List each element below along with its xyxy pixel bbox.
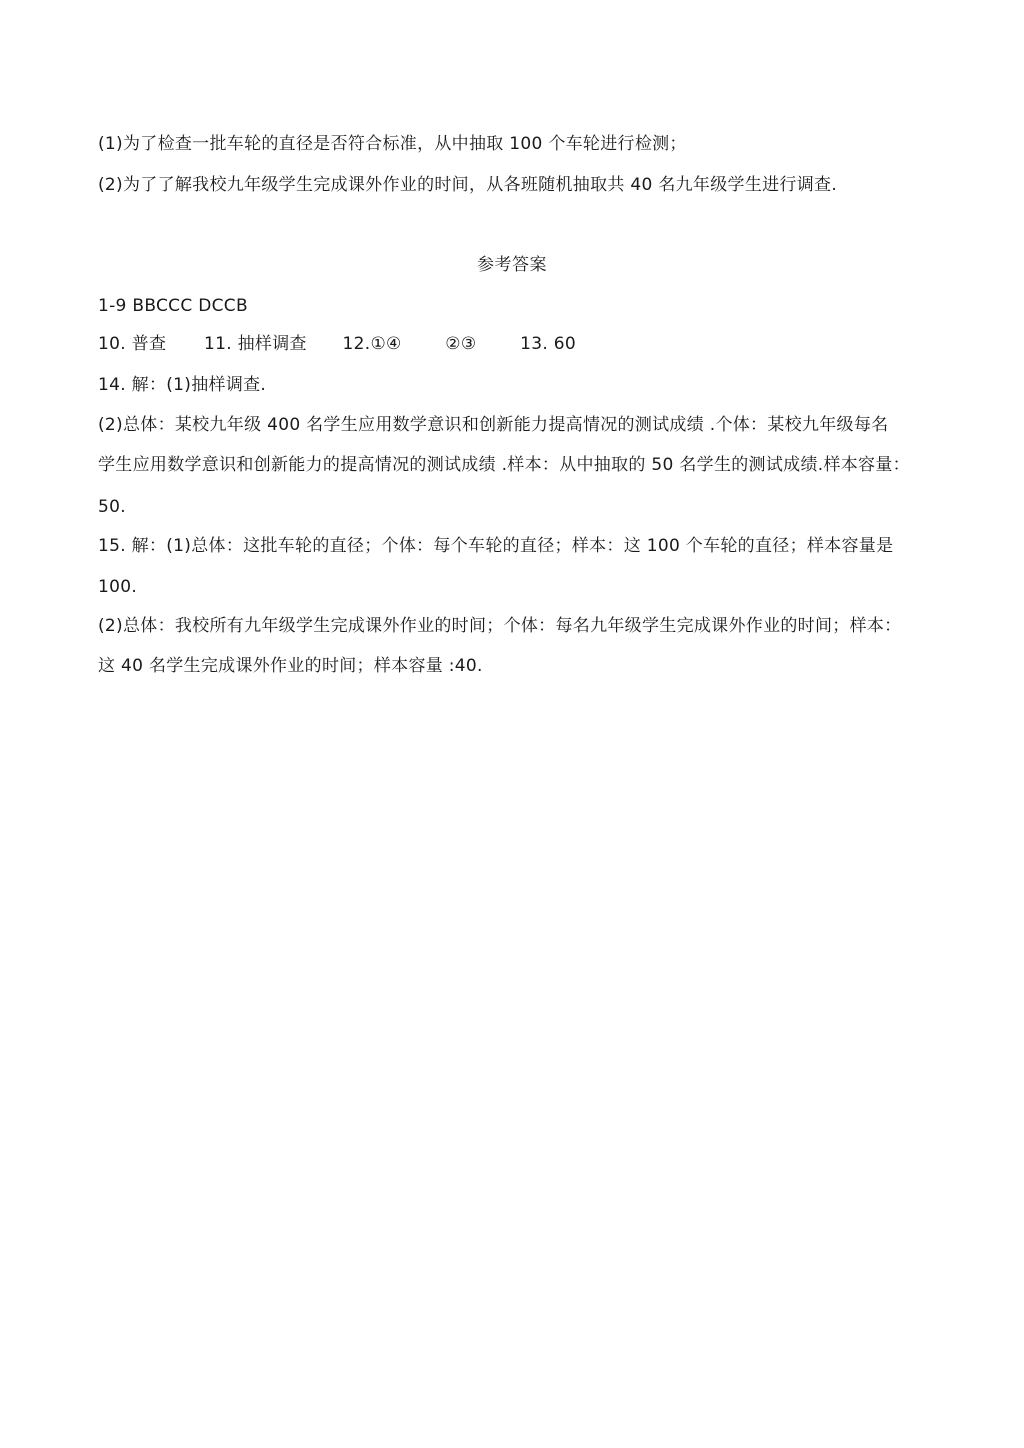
question-15-part-2: (2)为了了解我校九年级学生完成课外作业的时间，从各班随机抽取共 40 名九年级学生进行调查. — [98, 175, 838, 195]
answer-14-line-1: 14. 解：(1)抽样调查. — [98, 375, 267, 395]
answer-11: 11. 抽样调查 — [203, 334, 307, 354]
answer-multiple-choice: 1-9 BBCCC DCCB — [98, 296, 248, 316]
answer-10: 10. 普查 — [98, 334, 167, 354]
answer-14-line-4: 50. — [98, 497, 126, 517]
question-15-part-1: (1)为了检查一批车轮的直径是否符合标准，从中抽取 100 个车轮进行检测； — [98, 134, 687, 154]
answer-12-second: ②③ — [445, 334, 477, 354]
answer-15-line-4: 这 40 名学生完成课外作业的时间；样本容量 :40. — [98, 656, 483, 676]
answer-14-line-2: (2)总体：某校九年级 400 名学生应用数学意识和创新能力提高情况的测试成绩 .个体：某校九年级每名 — [98, 415, 889, 435]
answer-fill-in-row — [98, 332, 576, 356]
answer-15-line-2: 100. — [98, 577, 138, 597]
answer-12: 12.①④ — [342, 334, 402, 354]
answer-15-line-3: (2)总体：我校所有九年级学生完成课外作业的时间；个体：每名九年级学生完成课外作业的时间；样本： — [98, 616, 902, 636]
answer-13: 13. 60 — [520, 334, 576, 354]
answer-14-line-3: 学生应用数学意识和创新能力的提高情况的测试成绩 .样本：从中抽取的 50 名学生的测试成绩.样本容量： — [98, 455, 910, 475]
answers-title: 参考答案 — [477, 255, 547, 275]
answer-15-line-1: 15. 解：(1)总体：这批车轮的直径；个体：每个车轮的直径；样本：这 100 个车轮的直径；样本容量是 — [98, 536, 894, 556]
